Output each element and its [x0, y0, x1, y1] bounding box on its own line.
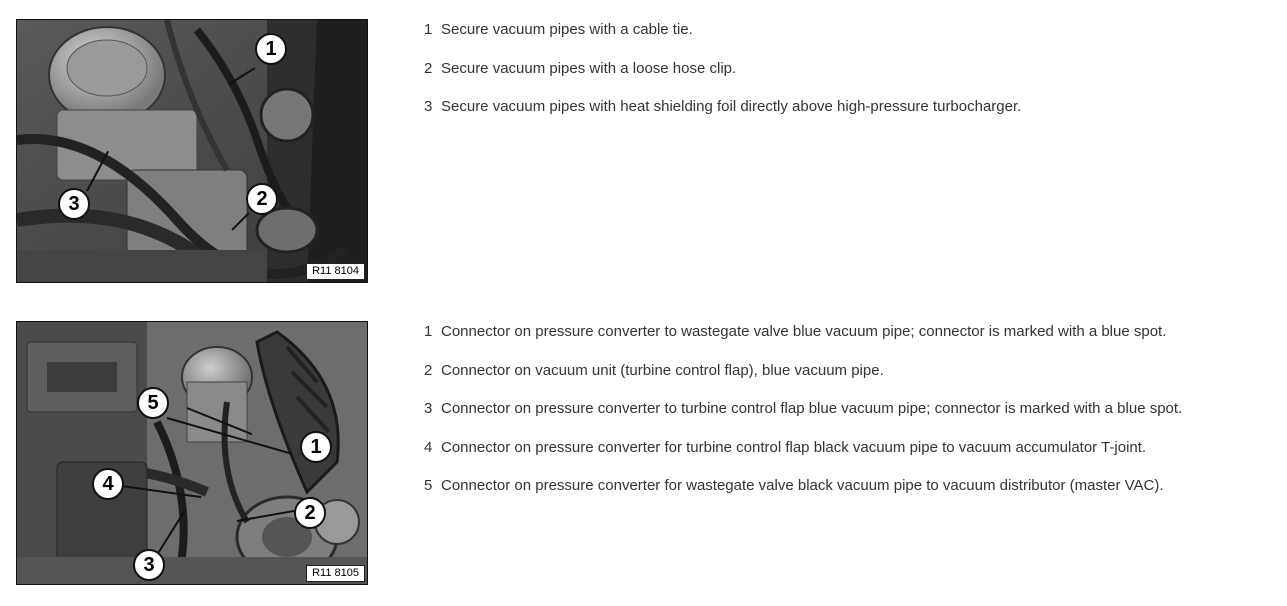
engine-photo-figure-2 [16, 321, 368, 585]
step-text: Connector on pressure converter to turbine control flap blue vacuum pipe; connector is marked with a blue spot. [441, 400, 1183, 417]
step-list-1 [424, 21, 1021, 137]
step-text: Secure vacuum pipes with a cable tie. [441, 21, 693, 38]
callout-1: 1 [255, 33, 287, 65]
step-number: 3 [424, 400, 433, 417]
step-item [424, 400, 1182, 418]
callout-3: 3 [58, 188, 90, 220]
step-item [424, 98, 1021, 116]
step-number: 2 [424, 59, 433, 77]
callout-5: 5 [137, 387, 169, 419]
callout-3: 3 [133, 549, 165, 581]
step-number: 5 [424, 477, 433, 494]
step-number: 2 [424, 361, 433, 379]
step-item [424, 477, 1182, 495]
step-number: 3 [424, 98, 433, 115]
step-text: Connector on pressure converter for turbine control flap black vacuum pipe to vacuum accumulator T-joint. [441, 438, 1147, 456]
step-list-2 [424, 323, 1182, 516]
step-text: Connector on pressure converter for wastegate valve black vacuum pipe to vacuum distributor (master VAC). [441, 477, 1164, 494]
step-text: Secure vacuum pipes with heat shielding foil directly above high-pressure turbocharger. [441, 98, 1022, 115]
step-text: Connector on pressure converter to wastegate valve blue vacuum pipe; connector is marked with a blue spot. [441, 323, 1167, 340]
step-text: Secure vacuum pipes with a loose hose clip. [441, 59, 737, 77]
figure-code: R11 8104 [306, 263, 365, 280]
step-item [424, 60, 1021, 78]
step-item [424, 362, 1182, 380]
callout-2: 2 [246, 183, 278, 215]
callout-2: 2 [294, 497, 326, 529]
callout-4: 4 [92, 468, 124, 500]
step-number: 1 [424, 323, 433, 340]
step-item [424, 323, 1182, 341]
figure-code: R11 8105 [306, 565, 365, 582]
engine-bay-photo [17, 20, 367, 282]
step-text: Connector on vacuum unit (turbine control flap), blue vacuum pipe. [441, 361, 884, 379]
step-item [424, 21, 1021, 39]
callout-1: 1 [300, 431, 332, 463]
step-number: 1 [424, 21, 433, 38]
engine-photo-figure-1 [16, 19, 368, 283]
step-number: 4 [424, 438, 433, 456]
step-item [424, 439, 1182, 457]
